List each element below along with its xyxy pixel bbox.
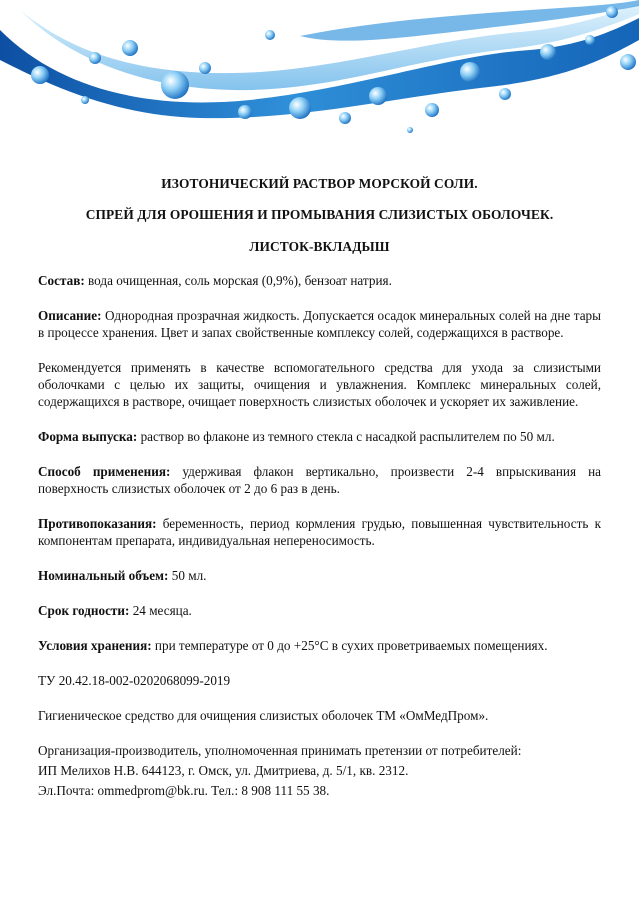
shelf-life-label: Срок годности: [38, 603, 130, 618]
usage-text: удерживая флакон вертикально, произвести 2-4 впрыскивания на поверхность слизистых оболочек от 2 до 6 раз в день. [38, 464, 601, 496]
droplet [31, 66, 49, 84]
composition-text: вода очищенная, соль морская (0,9%), бензоат натрия. [84, 273, 392, 288]
water-wave-banner [0, 0, 639, 150]
release-form-paragraph [38, 428, 601, 445]
organization-line-1: Организация-производитель, уполномоченная принимать претензии от потребителей: [38, 743, 522, 758]
storage-label: Условия хранения: [38, 638, 152, 653]
hygiene-statement: Гигиеническое средство для очищения слизистых оболочек ТМ «ОмМедПром». [38, 708, 489, 723]
organization-line-2: ИП Мелихов Н.В. 644123, г. Омск, ул. Дмитриева, д. 5/1, кв. 2312. [38, 763, 409, 778]
droplet [265, 30, 275, 40]
droplet [425, 103, 439, 117]
usage-paragraph [38, 463, 601, 497]
droplet [606, 6, 618, 18]
description-label: Описание: [38, 308, 102, 323]
recommendation-paragraph: Рекомендуется применять в качестве вспомогательного средства для ухода за слизистыми оболочками с целью их защиты, очищения и увлажнения. Комплекс минеральных солей, содержащихся в растворе, очищает поверхность слизистых оболочек и ускоряет их заживление. [38, 360, 601, 409]
organization-contacts: Эл.Почта: ommedprom@bk.ru. Тел.: 8 908 111 55 38. [38, 783, 330, 798]
droplet [499, 88, 511, 100]
release-form-label: Форма выпуска: [38, 429, 138, 444]
droplet [289, 97, 311, 119]
droplet [339, 112, 351, 124]
composition-label: Состав: [38, 273, 85, 288]
droplet [122, 40, 138, 56]
composition-paragraph [38, 272, 601, 289]
shelf-life-text: 24 месяца. [129, 603, 192, 618]
droplet [161, 71, 189, 99]
droplet [238, 105, 252, 119]
contraindications-text: беременность, период кормления грудью, повышенная чувствительность к компонентам препарата, индивидуальная непереносимость. [38, 516, 601, 548]
droplet [81, 96, 89, 104]
description-paragraph [38, 307, 601, 341]
storage-paragraph [38, 637, 601, 654]
storage-text: при температуре от 0 до +25°С в сухих проветриваемых помещениях. [151, 638, 548, 653]
title-line-3: ЛИСТОК-ВКЛАДЫШ [249, 239, 390, 254]
droplet [585, 35, 595, 45]
contraindications-label: Противопоказания: [38, 516, 157, 531]
droplet [407, 127, 413, 133]
volume-text: 50 мл. [168, 568, 207, 583]
leaflet-content [38, 176, 601, 802]
droplet [199, 62, 211, 74]
volume-label: Номинальный объем: [38, 568, 169, 583]
droplet [89, 52, 101, 64]
droplet [540, 44, 556, 60]
tu-number: ТУ 20.42.18-002-0202068099-2019 [38, 673, 231, 688]
shelf-life-paragraph [38, 602, 601, 619]
droplet [620, 54, 636, 70]
droplet [369, 87, 387, 105]
droplet [460, 62, 480, 82]
volume-paragraph [38, 567, 601, 584]
contraindications-paragraph [38, 515, 601, 549]
usage-label: Способ применения: [38, 464, 171, 479]
description-text: Однородная прозрачная жидкость. Допускается осадок минеральных солей на дне тары в процессе хранения. Цвет и запах свойственные комплексу солей, содержащихся в растворе. [38, 308, 601, 340]
title-line-2: СПРЕЙ ДЛЯ ОРОШЕНИЯ И ПРОМЫВАНИЯ СЛИЗИСТЫХ ОБОЛОЧЕК. [85, 207, 554, 222]
title-line-1: ИЗОТОНИЧЕСКИЙ РАСТВОР МОРСКОЙ СОЛИ. [161, 176, 478, 191]
release-form-text: раствор во флаконе из темного стекла с насадкой распылителем по 50 мл. [137, 429, 555, 444]
